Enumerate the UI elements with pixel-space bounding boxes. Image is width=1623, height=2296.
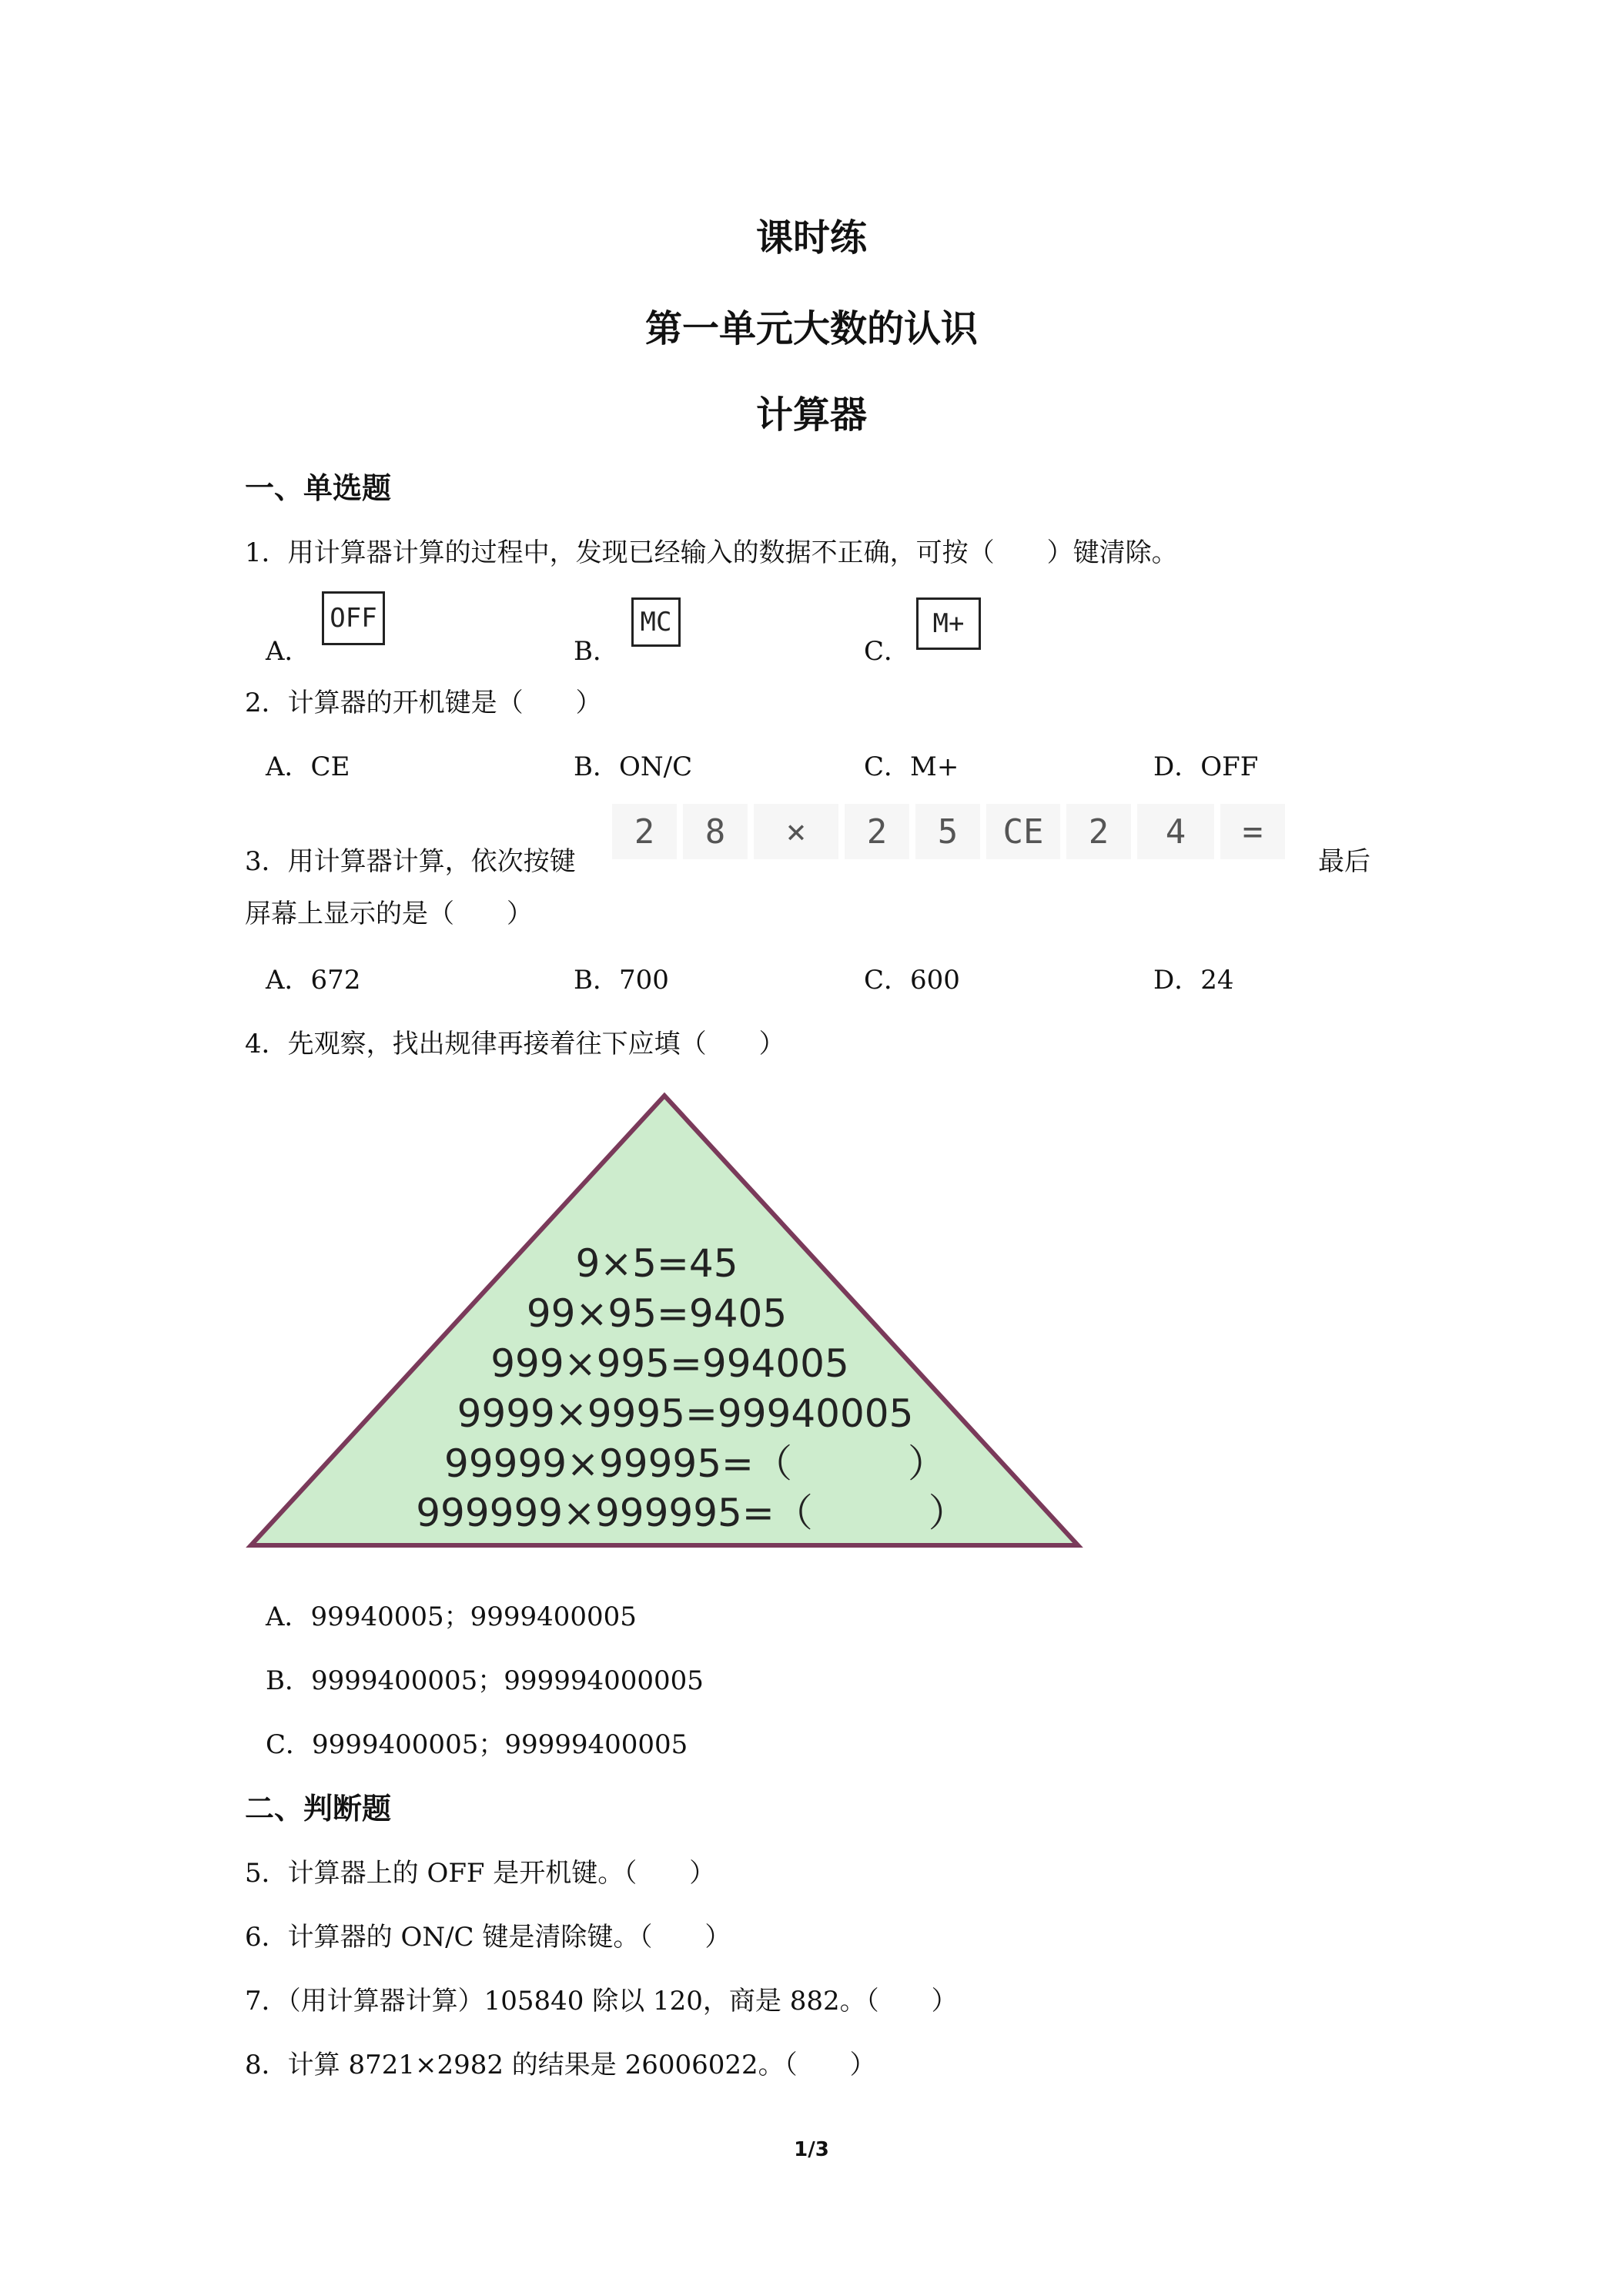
pattern-line-2: 99×95=9405 — [526, 1291, 788, 1336]
lesson-title: 计算器 — [755, 393, 867, 437]
mc-key-icon: MC — [631, 597, 681, 647]
question-4: 4．先观察，找出规律再接着往下应填（ ） — [245, 1029, 785, 1059]
q3-option-a: A．672 — [266, 965, 361, 996]
key-5-icon: 5 — [915, 804, 980, 859]
key-equals-icon: = — [1220, 804, 1285, 859]
q4-option-c: C．9999400005；99999400005 — [266, 1729, 688, 1760]
q1-option-a-label: A． — [266, 636, 311, 667]
q3-option-c: C．600 — [864, 965, 960, 996]
question-8: 8．计算 8721×2982 的结果是 26006022。（ ） — [245, 2050, 876, 2080]
q2-option-b: B．ON/C — [574, 751, 693, 782]
q1-option-c-label: C． — [864, 636, 911, 667]
q1-option-b-label: B． — [574, 636, 619, 667]
question-3-end: 最后 — [1318, 846, 1370, 877]
question-3-start: 3．用计算器计算，依次按键 — [245, 846, 576, 877]
page-title: 课时练 — [755, 216, 867, 259]
key-4-icon: 4 — [1137, 804, 1214, 859]
q3-option-b: B．700 — [574, 965, 669, 996]
pattern-line-5: 99999×99995=（ ） — [444, 1441, 946, 1486]
q2-option-c: C．M+ — [864, 751, 959, 782]
pattern-line-3: 999×995=994005 — [490, 1341, 849, 1386]
q4-option-b: B．9999400005；999994000005 — [266, 1665, 704, 1696]
question-7: 7．（用计算器计算）105840 除以 120，商是 882。（ ） — [245, 1986, 958, 2017]
key-2-icon: 2 — [845, 804, 909, 859]
unit-title: 第一单元大数的认识 — [644, 307, 978, 350]
q2-option-a: A．CE — [266, 751, 350, 782]
question-1: 1．用计算器计算的过程中，发现已经输入的数据不正确，可按（ ）键清除。 — [245, 537, 1178, 568]
key-2-icon: 2 — [1066, 804, 1131, 859]
question-3-line2: 屏幕上显示的是（ ） — [245, 899, 533, 929]
key-2-icon: 2 — [612, 804, 677, 859]
key-ce-icon: CE — [986, 804, 1060, 859]
q3-option-d: D．24 — [1153, 965, 1234, 996]
page-number: 1/3 — [794, 2138, 829, 2161]
question-2: 2．计算器的开机键是（ ） — [245, 688, 602, 718]
question-6: 6．计算器的 ON/C 键是清除键。（ ） — [245, 1922, 731, 1953]
pattern-line-6: 999999×999995=（ ） — [416, 1491, 967, 1535]
key-multiply-icon: × — [754, 804, 838, 859]
pattern-line-4: 9999×9995=99940005 — [457, 1391, 914, 1436]
key-8-icon: 8 — [683, 804, 748, 859]
pattern-line-1: 9×5=45 — [575, 1241, 738, 1286]
q2-option-d: D．OFF — [1153, 751, 1259, 782]
off-key-icon: OFF — [322, 591, 385, 645]
q4-option-a: A．99940005；9999400005 — [266, 1602, 637, 1632]
question-5: 5．计算器上的 OFF 是开机键。（ ） — [245, 1858, 716, 1889]
m-plus-key-icon: M+ — [916, 597, 981, 650]
section-single-choice: 一、单选题 — [245, 471, 392, 505]
section-true-false: 二、判断题 — [245, 1792, 392, 1826]
pattern-triangle — [245, 1089, 1092, 1551]
key-sequence — [612, 799, 1313, 864]
